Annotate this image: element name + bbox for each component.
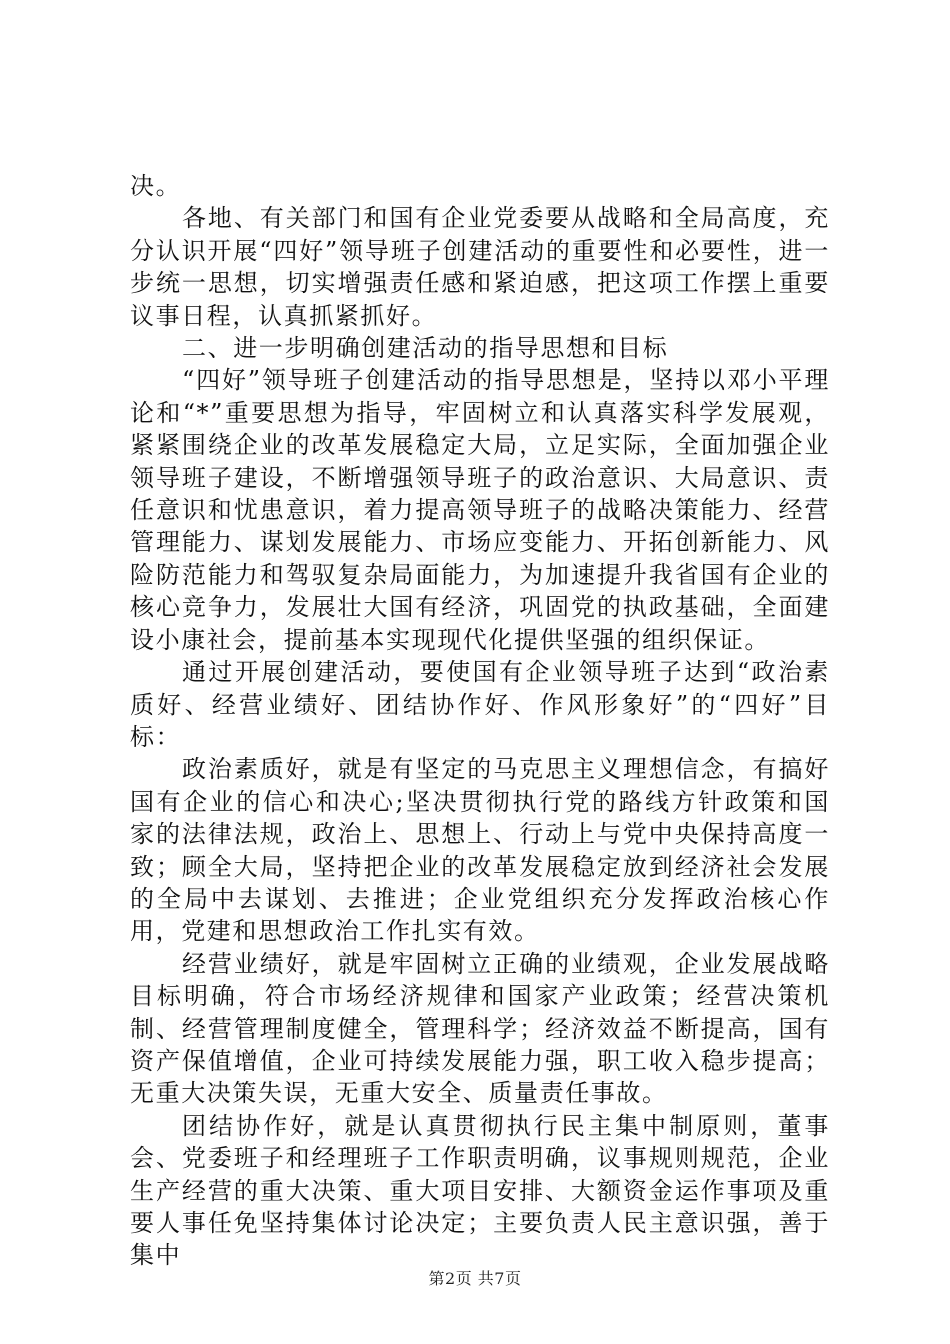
page-number: 第2页 共7页 [428,1269,522,1288]
paragraph-continuation: 决。 [130,172,182,200]
paragraph: 政治素质好，就是有坚定的马克思主义理想信念，有搞好国有企业的信心和决心;坚决贯彻执行党的路线方针政策和国家的法律法规，政治上、思想上、行动上与党中央保持高度一致；顾全大局，坚持把企业的改革发展稳定放到经济社会发展的全局中去谋划、去推进；企业党组织充分发挥政治核心作用，党建和思想政治工作扎实有效。 [130,755,830,946]
document-body [130,170,830,1272]
section-heading: 二、进一步明确创建活动的指导思想和目标 [182,334,669,363]
paragraph: “四好”领导班子创建活动的指导思想是，坚持以邓小平理论和“*”重要思想为指导，牢固树立和认真落实科学发展观，紧紧围绕企业的改革发展稳定大局，立足实际，全面加强企业领导班子建设，不断增强领导班子的政治意识、大局意识、责任意识和忧患意识，着力提高领导班子的战略决策能力、经营管理能力、谋划发展能力、市场应变能力、开拓创新能力、风险防范能力和驾驭复杂局面能力，为加速提升我省国有企业的核心竞争力，发展壮大国有经济，巩固党的执政基础，全面建设小康社会，提前基本实现现代化提供坚强的组织保证。 [130,366,830,654]
paragraph: 团结协作好，就是认真贯彻执行民主集中制原则，董事会、党委班子和经理班子工作职责明确，议事规则规范，企业生产经营的重大决策、重大项目安排、大额资金运作事项及重要人事任免坚持集体讨论决定；主要负责人民主意识强，善于集中 [130,1111,830,1270]
paragraph: 通过开展创建活动，要使国有企业领导班子达到“政治素质好、经营业绩好、团结协作好、作风形象好”的“四好”目标： [130,658,830,751]
paragraph: 经营业绩好，就是牢固树立正确的业绩观，企业发展战略目标明确，符合市场经济规律和国家产业政策；经营决策机制、经营管理制度健全，管理科学；经济效益不断提高，国有资产保值增值，企业可持续发展能力强，职工收入稳步提高；无重大决策失误，无重大安全、质量责任事故。 [130,949,830,1108]
paragraph: 各地、有关部门和国有企业党委要从战略和全局高度，充分认识开展“四好”领导班子创建活动的重要性和必要性，进一步统一思想，切实增强责任感和紧迫感，把这项工作摆上重要议事日程，认真抓紧抓好。 [130,204,830,330]
